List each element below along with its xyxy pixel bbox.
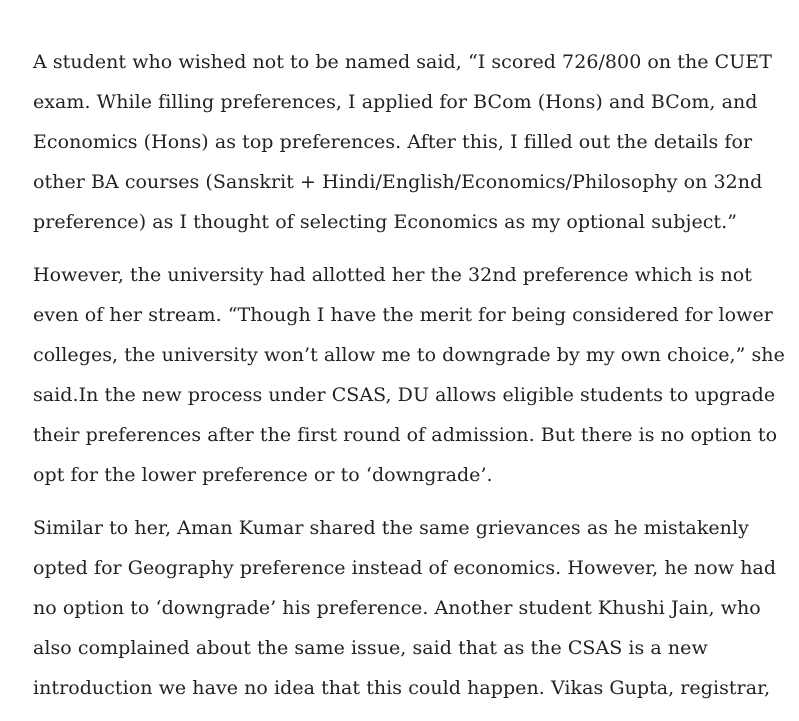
paragraph-1: A student who wished not to be named said, “I scored 726/800 on the CUET exam. While filling preferences, I applied for BCom (Hons) and BCom, and Economics (Hons) as top preferences. After this, I filled out the details for other BA courses (Sanskrit + Hindi/English/Economics/Philosophy on 32nd preference) as I thought of selecting Economics as my optional subject.” — [33, 51, 772, 233]
paragraph-3: Similar to her, Aman Kumar shared the same grievances as he mistakenly opted for Geography preference instead of economics. However, he now had no option to ‘downgrade’ his preference. Another student Khushi Jain, who also complained about the same issue, said that as the CSAS is a new introduction we have no idea that this could happen. Vikas Gupta, registrar, — [33, 517, 777, 699]
article-body — [33, 42, 785, 721]
paragraph-2: However, the university had allotted her the 32nd preference which is not even of her stream. “Though I have the merit for being considered for lower colleges, the university won’t allow me to downgrade by my own choice,” she said.In the new process under CSAS, DU allows eligible students to upgrade their preferences after the first round of admission. But there is no option to opt for the lower preference or to ‘downgrade’. — [33, 264, 785, 486]
